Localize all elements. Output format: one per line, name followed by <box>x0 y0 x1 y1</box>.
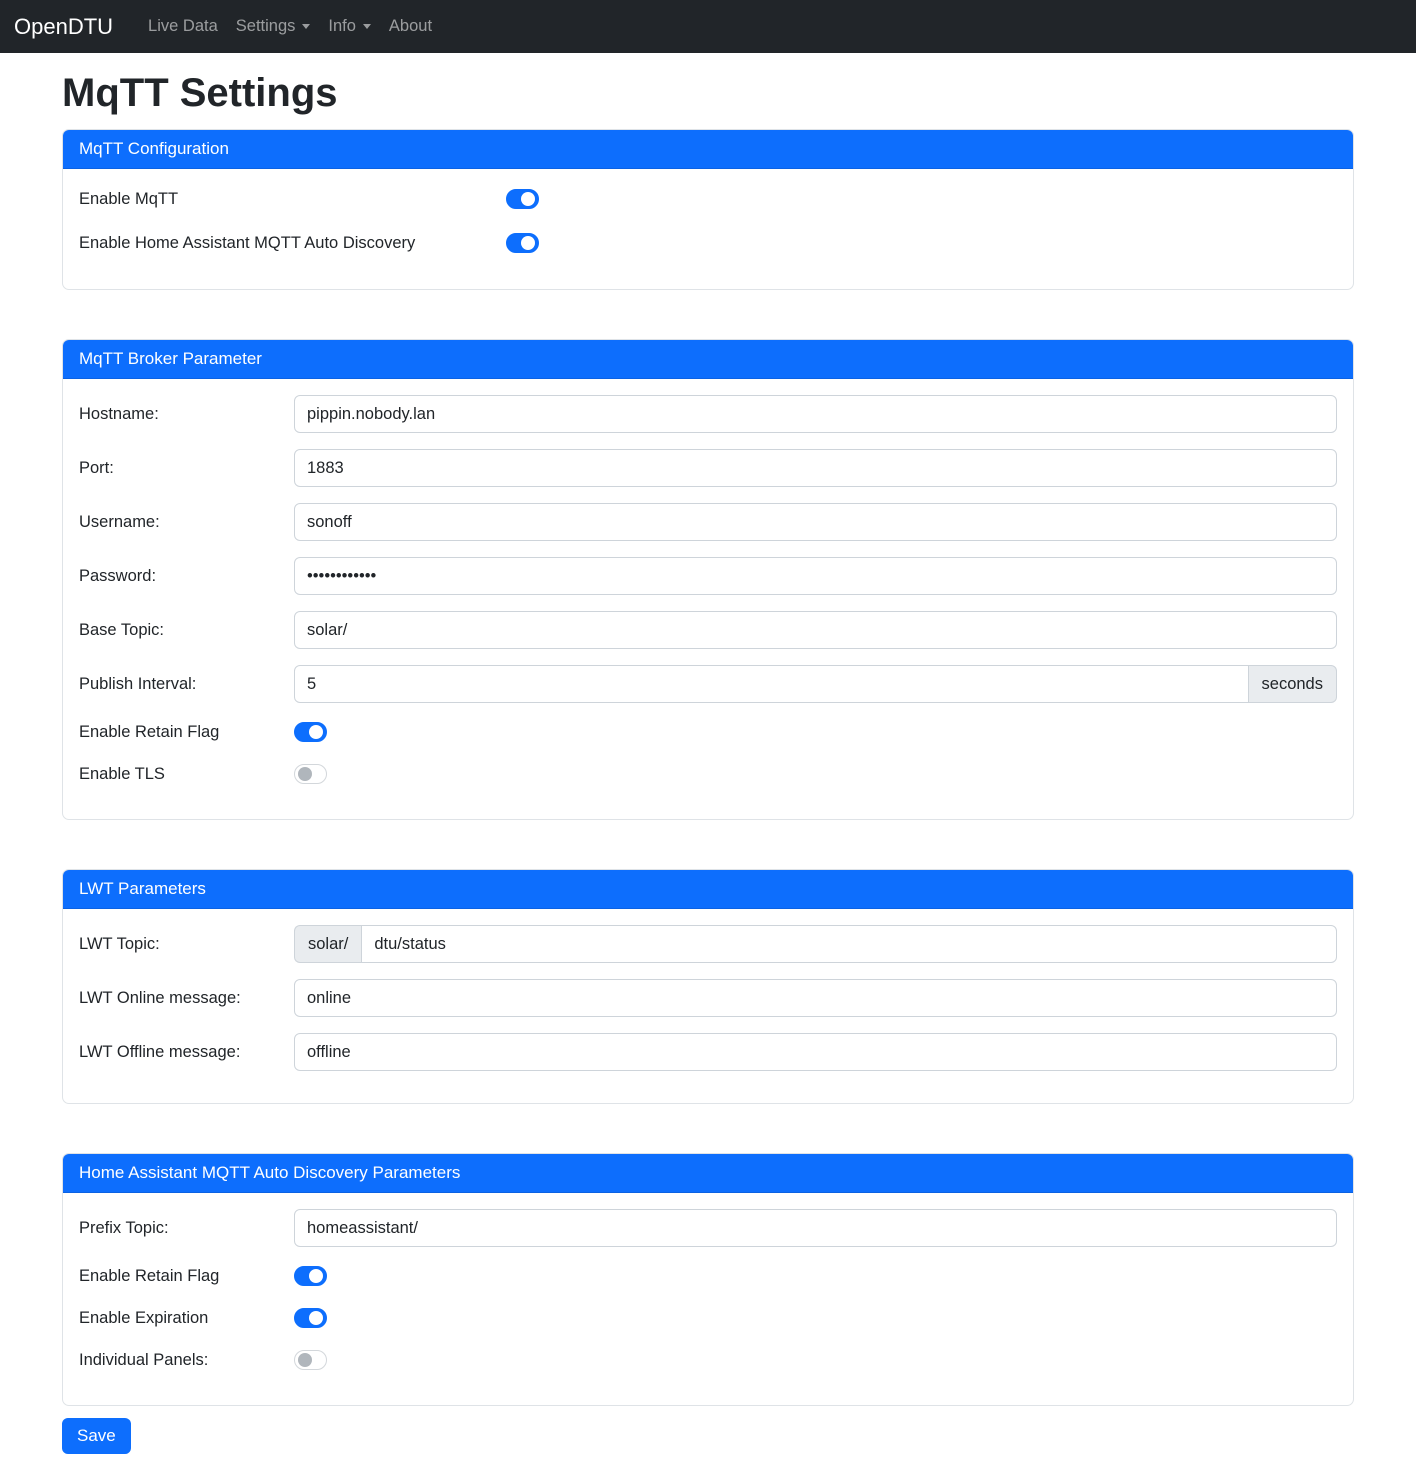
form-row-username <box>79 503 1337 541</box>
hostname-label: Hostname: <box>79 404 159 423</box>
form-row-port <box>79 449 1337 487</box>
nav-item-live-data[interactable] <box>139 8 227 45</box>
brand-opendtu[interactable]: OpenDTU <box>14 13 114 39</box>
publish-interval-label: Publish Interval: <box>79 674 197 693</box>
card-header: Home Assistant MQTT Auto Discovery Parameters <box>63 1154 1353 1193</box>
publish-interval-input[interactable] <box>294 665 1249 703</box>
lwt-topic-prefix: solar/ <box>294 925 361 963</box>
toggle-knob <box>521 236 535 250</box>
retain-flag-toggle[interactable] <box>294 722 327 742</box>
chevron-down-icon <box>363 24 371 29</box>
mqtt-configuration-card <box>62 129 1354 290</box>
enable-mqtt-label: Enable MqTT <box>79 189 179 208</box>
enable-mqtt-toggle[interactable] <box>506 189 539 209</box>
expiration-label: Enable Expiration <box>79 1308 209 1327</box>
nav-item-label: About <box>388 17 433 36</box>
main-content <box>62 71 1354 1454</box>
hass-autodiscovery-label: Enable Home Assistant MQTT Auto Discovery <box>79 233 416 252</box>
prefix-topic-label: Prefix Topic: <box>79 1218 169 1237</box>
expiration-toggle[interactable] <box>294 1308 327 1328</box>
lwt-topic-input[interactable] <box>361 925 1337 963</box>
form-row-individual-panels <box>79 1347 1337 1373</box>
port-input[interactable] <box>294 449 1337 487</box>
lwt-online-label: LWT Online message: <box>79 988 241 1007</box>
port-label: Port: <box>79 458 114 477</box>
lwt-online-input[interactable] <box>294 979 1337 1017</box>
nav-item-label: Info <box>328 17 356 36</box>
form-row-password <box>79 557 1337 595</box>
individual-panels-label: Individual Panels: <box>79 1350 209 1369</box>
form-row-publish-interval <box>79 665 1337 703</box>
card-body <box>63 1193 1353 1405</box>
card-body <box>63 169 1353 289</box>
form-row-tls <box>79 761 1337 787</box>
form-row-lwt-online <box>79 979 1337 1017</box>
chevron-down-icon <box>302 24 310 29</box>
nav-item-about[interactable] <box>380 8 441 45</box>
nav-item-label: Settings <box>235 17 296 36</box>
base-topic-input[interactable] <box>294 611 1337 649</box>
toggle-knob <box>298 1353 312 1367</box>
toggle-knob <box>309 725 323 739</box>
lwt-topic-label: LWT Topic: <box>79 934 160 953</box>
nav-item-settings[interactable] <box>227 8 320 45</box>
lwt-offline-input[interactable] <box>294 1033 1337 1071</box>
hostname-input[interactable] <box>294 395 1337 433</box>
tls-toggle[interactable] <box>294 764 327 784</box>
username-input[interactable] <box>294 503 1337 541</box>
toggle-knob <box>521 192 535 206</box>
hass-autodiscovery-toggle[interactable] <box>506 233 539 253</box>
form-row-hostname <box>79 395 1337 433</box>
mqtt-broker-card <box>62 339 1354 820</box>
username-label: Username: <box>79 512 160 531</box>
password-input[interactable] <box>294 557 1337 595</box>
tls-label: Enable TLS <box>79 764 165 783</box>
form-row-prefix-topic <box>79 1209 1337 1247</box>
form-row-expiration <box>79 1305 1337 1331</box>
nav-item-label: Live Data <box>148 17 218 36</box>
individual-panels-toggle[interactable] <box>294 1350 327 1370</box>
password-label: Password: <box>79 566 157 585</box>
page-title: MqTT Settings <box>62 71 338 115</box>
retain-flag-label: Enable Retain Flag <box>79 722 220 741</box>
toggle-knob <box>298 767 312 781</box>
card-body <box>63 909 1353 1103</box>
form-row-lwt-offline <box>79 1033 1337 1071</box>
publish-interval-unit: seconds <box>1249 665 1337 703</box>
save-button[interactable]: Save <box>62 1418 131 1454</box>
form-row-base-topic <box>79 611 1337 649</box>
nav-item-info[interactable] <box>319 8 380 45</box>
form-row-retain-flag <box>79 719 1337 745</box>
hass-autodiscovery-card <box>62 1153 1354 1406</box>
form-row-lwt-topic <box>79 925 1337 963</box>
base-topic-label: Base Topic: <box>79 620 164 639</box>
form-row-enable-mqtt <box>79 185 1337 213</box>
lwt-offline-label: LWT Offline message: <box>79 1042 241 1061</box>
form-row-hass-autodiscovery <box>79 229 1337 257</box>
prefix-topic-input[interactable] <box>294 1209 1337 1247</box>
card-header: MqTT Broker Parameter <box>63 340 1353 379</box>
ha-retain-flag-label: Enable Retain Flag <box>79 1266 220 1285</box>
toggle-knob <box>309 1269 323 1283</box>
lwt-topic-group <box>294 925 1337 963</box>
lwt-parameters-card <box>62 869 1354 1104</box>
card-header: MqTT Configuration <box>63 130 1353 169</box>
toggle-knob <box>309 1311 323 1325</box>
navbar <box>0 0 1416 53</box>
card-body <box>63 379 1353 819</box>
form-row-ha-retain-flag <box>79 1263 1337 1289</box>
ha-retain-flag-toggle[interactable] <box>294 1266 327 1286</box>
publish-interval-group <box>294 665 1337 703</box>
card-header: LWT Parameters <box>63 870 1353 909</box>
